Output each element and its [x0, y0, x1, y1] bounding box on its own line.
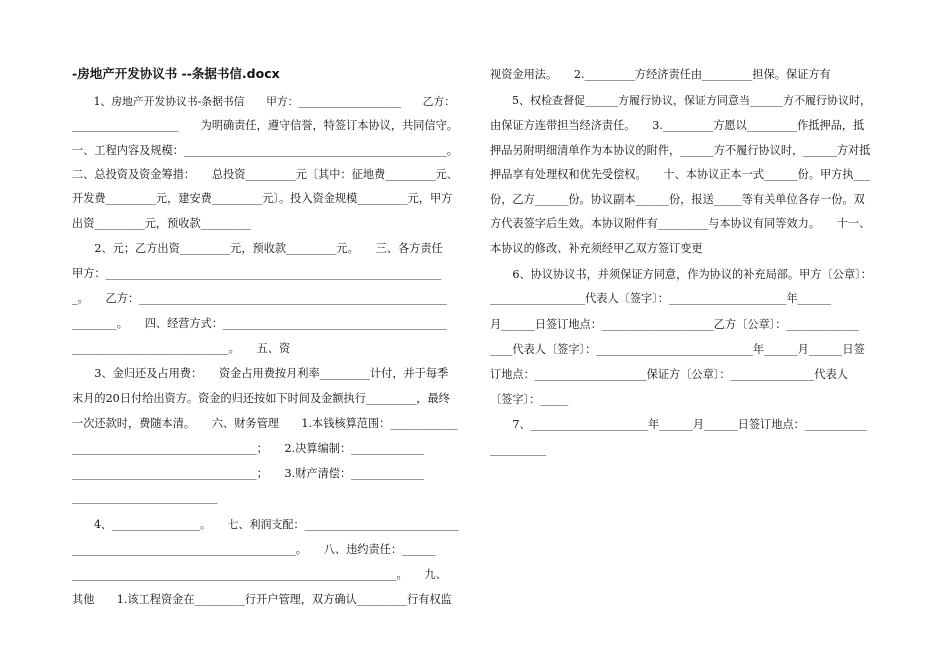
- text-line: 其他 1.该工程资金在_________行开户管理，双方确认_________行有权监: [72, 593, 452, 606]
- text-line: 开发费_________元，建安费_________元〕。投入资金规模_________元，甲方: [72, 192, 453, 205]
- text-line: 3、金归还及占用费： 资金占用费按月利率_________计付，并于每季: [72, 367, 449, 380]
- text-line: 二、总投资及资金筹措： 总投资_________元〔其中：征地费_________元、: [72, 168, 458, 181]
- text-line: __________________________________________________________。 九、: [72, 568, 447, 581]
- text-line: __________: [490, 443, 546, 456]
- text-line: 末月的20日付给出资方。资金的归还按如下时间及金额执行_________，最终: [72, 392, 450, 405]
- text-line: 本协议的修改、补充须经甲乙双方签订变更: [490, 242, 703, 255]
- text-line: ________________________________________。 八、违约责任：______: [72, 543, 436, 556]
- text-line: _________________代表人〔签字〕：_____________________年______: [490, 292, 832, 305]
- text-line: 1、房地产开发协议书-条据书信 甲方：___________________ 乙方：: [72, 95, 456, 108]
- text-line: 由保证方连带担当经济责任。 3._________方愿以_________作抵押品，抵: [490, 119, 865, 132]
- text-line: 6、协议协议书，并须保证方同意，作为协议的补充局部。甲方〔公章〕：: [490, 268, 872, 281]
- text-line: 视资金用法。 2._________方经济责任由_________担保。保证方有: [490, 68, 831, 81]
- text-line: ____代表人〔签字〕：____________________________年______月______日签: [490, 343, 865, 356]
- text-line: 甲方：____________________________________________________________: [72, 267, 442, 280]
- text-line: __________________________: [72, 491, 218, 504]
- text-line: 5、权检查督促______方履行协议，保证方同意当______方不履行协议时，: [490, 94, 871, 107]
- text-line: 押品另附明细清单作为本协议的附件，______方不履行协议时，______方对抵: [490, 144, 871, 157]
- text-line: 7、_____________________年______月______日签订地点：___________: [490, 418, 867, 431]
- text-line: 份，乙方______份。协议副本______份，报送_____等有关单位各存一份。双: [490, 193, 865, 206]
- text-line: 方代表签字后生效。本协议附件有_________与本协议有同等效力。 十一、: [490, 217, 871, 230]
- text-line: _________________________________； 3.财产清偿：_____________: [72, 467, 424, 480]
- text-line: 〔签字〕：_____: [490, 393, 569, 406]
- text-line: 月______日签订地点：____________________乙方〔公章〕：_____________: [490, 318, 860, 331]
- text-line: 押品享有处理权和优先受偿权。 十、本协议正本一式______份。甲方执___: [490, 168, 871, 181]
- text-line: 出资_________元，预收款_________: [72, 217, 252, 230]
- text-line: 一次还款时，费随本清。 六、财务管理 1.本钱核算范围：____________: [72, 417, 458, 430]
- text-line: _________________________________； 2.决算编制：_____________: [72, 442, 424, 455]
- text-line: 4、________________。 七、利润支配：____________________________: [72, 518, 459, 531]
- text-line: ___________________ 为明确责任，遵守信誉，特签订本协议，共同信守。: [72, 119, 458, 132]
- text-line: 一、工程内容及规模：_______________________________________________。: [72, 144, 458, 157]
- text-line: 订地点：____________________保证方〔公章〕：_______________代表人: [490, 368, 848, 381]
- text-line: ____________________________。 五、资: [72, 342, 291, 355]
- text-line: ________。 四、经营方式：________________________________________: [72, 317, 447, 330]
- document-title: -房地产开发协议书 --条据书信.docx: [72, 66, 280, 81]
- text-line: 2、元；乙方出资_________元，预收款_________元。 三、各方责任: [72, 242, 443, 255]
- text-line: _。 乙方：_______________________________________________________: [72, 292, 447, 305]
